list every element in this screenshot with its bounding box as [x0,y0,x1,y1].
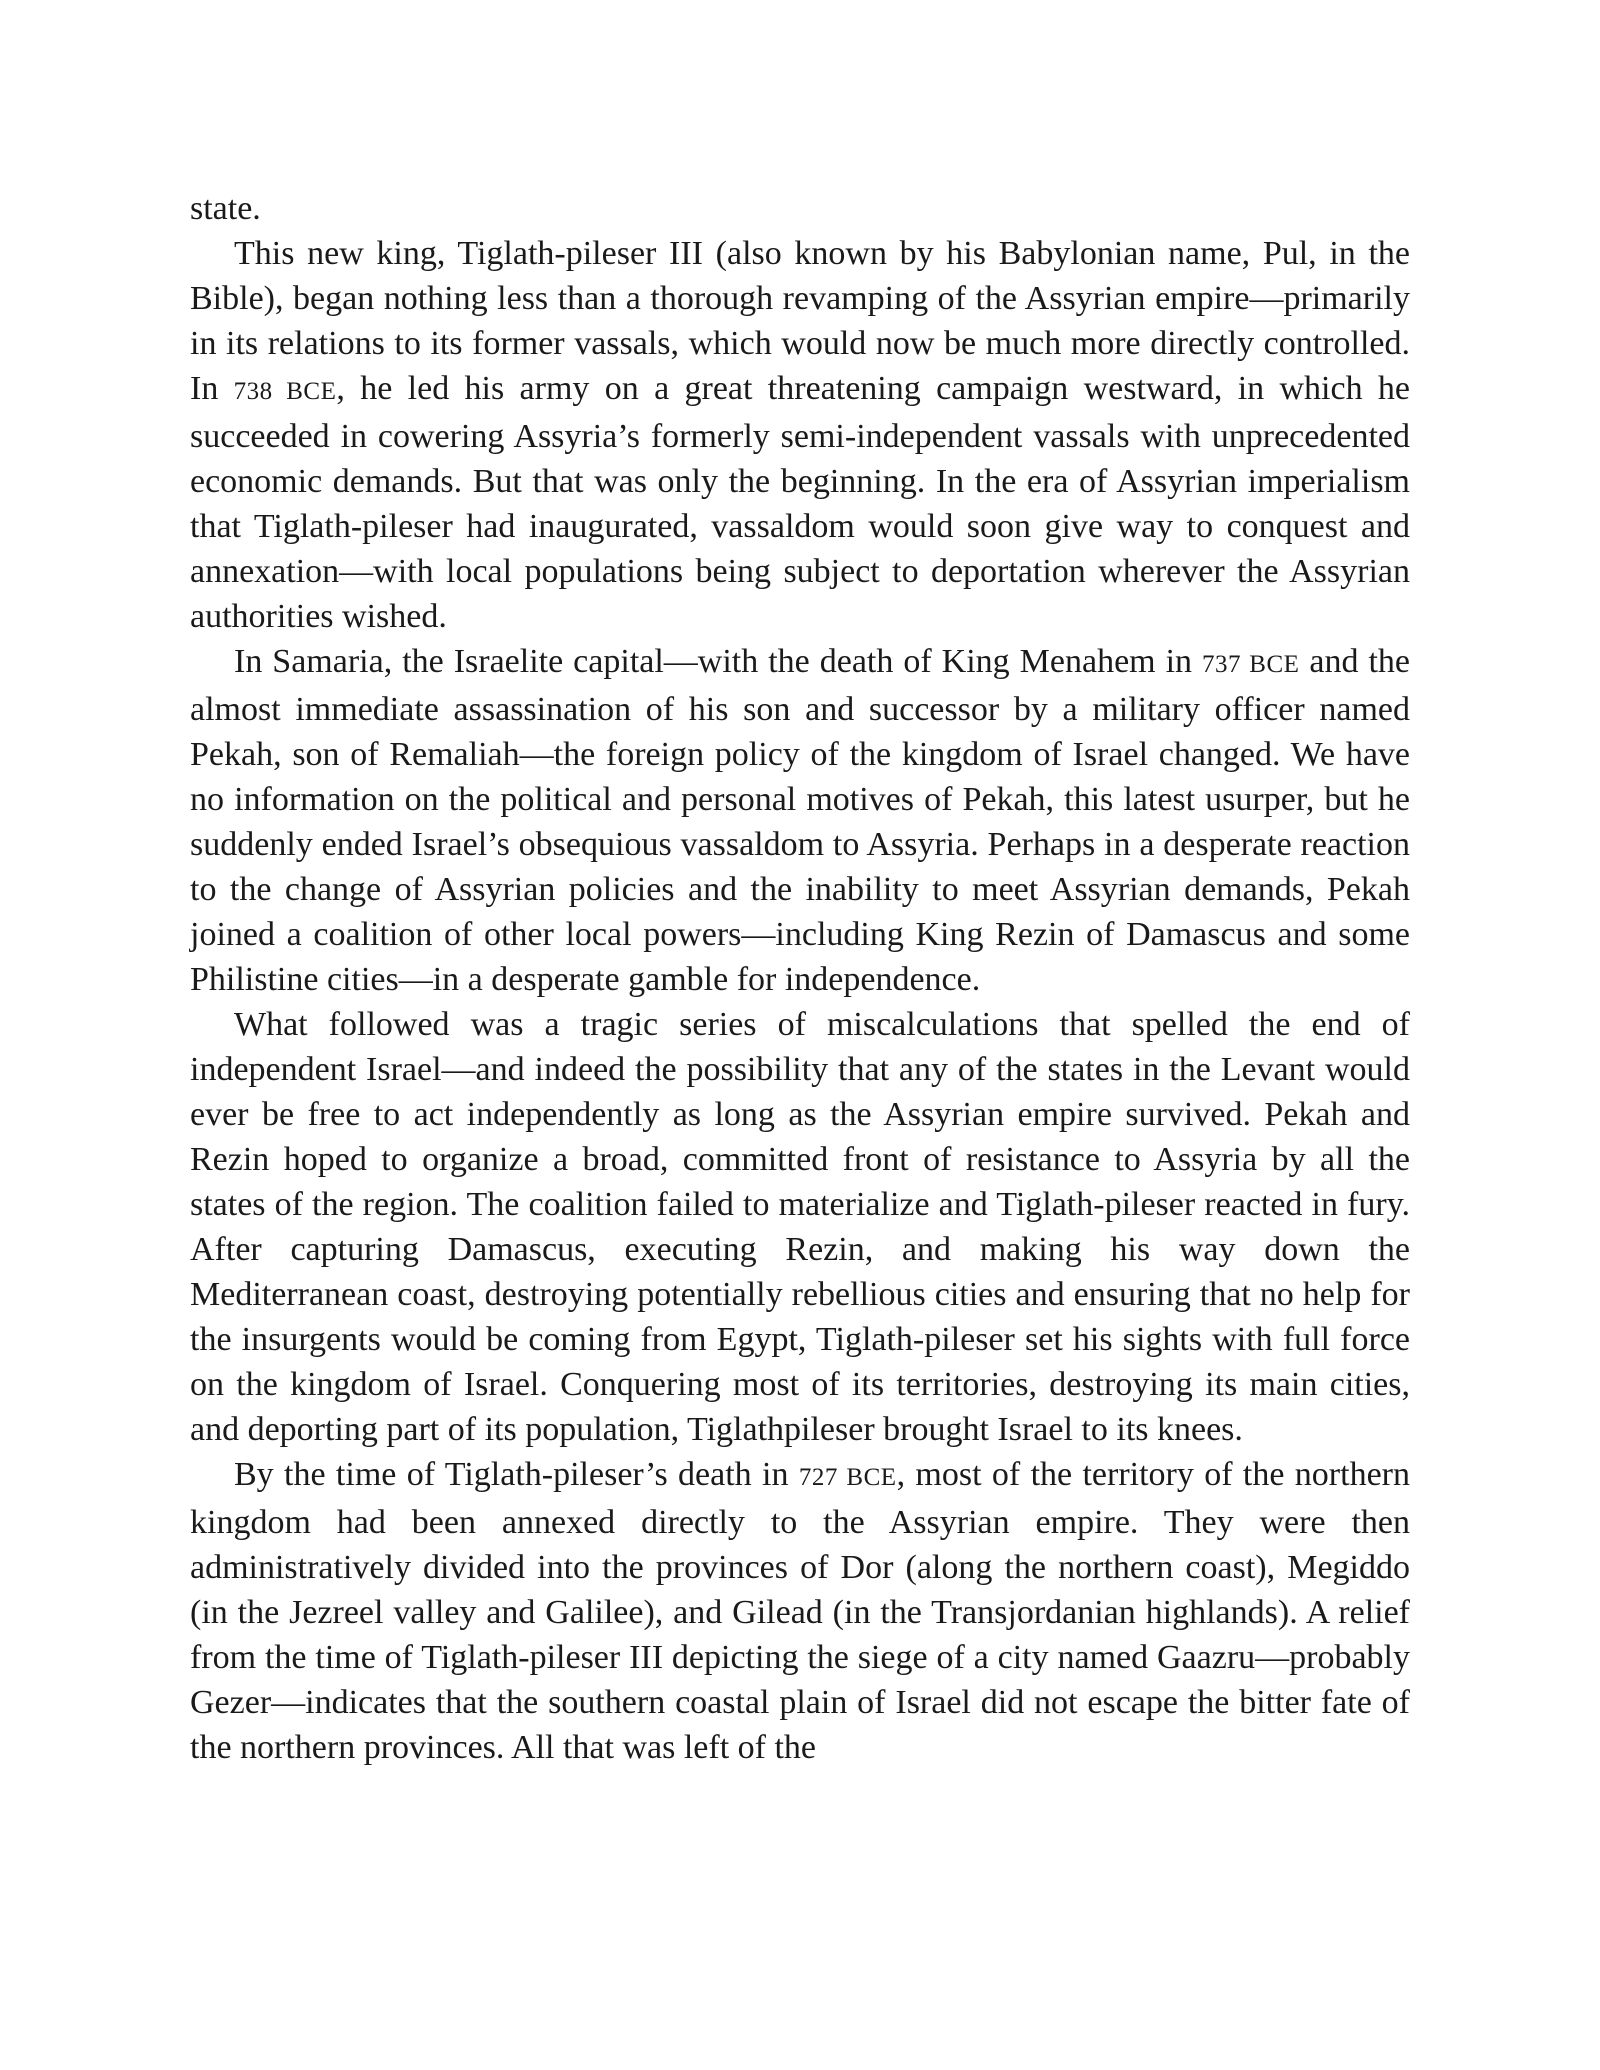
text-run: In Samaria, the Israelite capital—with the death of King Menahem in [234,643,1203,680]
text-run: What followed was a tragic series of miscalculations that spelled the end of independent Israel—and indeed the possibility that any of the states in the Levant would ever be free to act independently as long as the Assyrian empire survived. Pekah and Rezin hoped to organize a broad, committed front of resistance to Assyria by all the states of the region. The coalition failed to materialize and Tiglath-pileser reacted in fury. After capturing Damascus, executing Rezin, and making his way down the Mediterranean coast, destroying potentially rebellious cities and ensuring that no help for the insurgents would be coming from Egypt, Tiglath-pileser set his sights with full force on the kingdom of Israel. Conquering most of its territories, destroying its main cities, and deporting part of its population, Tiglathpileser brought Israel to its knees. [190,1006,1410,1448]
paragraph [190,1002,1410,1452]
date-small-caps: 738 BCE [233,378,337,405]
paragraph [190,186,1410,231]
date-small-caps: 727 BCE [798,1464,897,1491]
paragraph [190,639,1410,1002]
text-run: , most of the territory of the northern kingdom had been annexed directly to the Assyrian empire. They were then administratively divided into the provinces of Dor (along the northern coast), Megiddo (in the Jezreel valley and Galilee), and Gilead (in the Transjordanian highlands). A relief from the time of Tiglath-pileser III depicting the siege of a city named Gaazru—probably Gezer—indicates that the southern coastal plain of Israel did not escape the bitter fate of the northern provinces. All that was left of the [190,1456,1410,1766]
text-run: and the almost immediate assassination of his son and successor by a military officer named Pekah, son of Remaliah—the foreign policy of the kingdom of Israel changed. We have no information on the political and personal motives of Pekah, this latest usurper, but he suddenly ended Israel’s obsequious vassaldom to Assyria. Perhaps in a desperate reaction to the change of Assyrian policies and the inability to meet Assyrian demands, Pekah joined a coalition of other local powers—including King Rezin of Damascus and some Philistine cities—in a desperate gamble for independence. [190,643,1410,998]
page-body [190,186,1410,1770]
text-run: By the time of Tiglath-pileser’s death in [234,1456,799,1493]
paragraph [190,231,1410,639]
text-run: This new king, Tiglath-pileser III (also known by his Babylonian name, Pul, in the Bible), began nothing less than a thorough revamping of the Assyrian empire—primarily in its relations to its former vassals, which would now be much more directly controlled. In [190,235,1410,407]
text-run: state. [190,190,261,227]
date-small-caps: 737 BCE [1202,651,1300,678]
text-run: , he led his army on a great threatening campaign westward, in which he succeeded in cowering Assyria’s formerly semi-independent vassals with unprecedented economic demands. But that was only the beginning. In the era of Assyrian imperialism that Tiglath-pileser had inaugurated, vassaldom would soon give way to conquest and annexation—with local populations being subject to deportation wherever the Assyrian authorities wished. [190,370,1410,635]
paragraph [190,1452,1410,1770]
